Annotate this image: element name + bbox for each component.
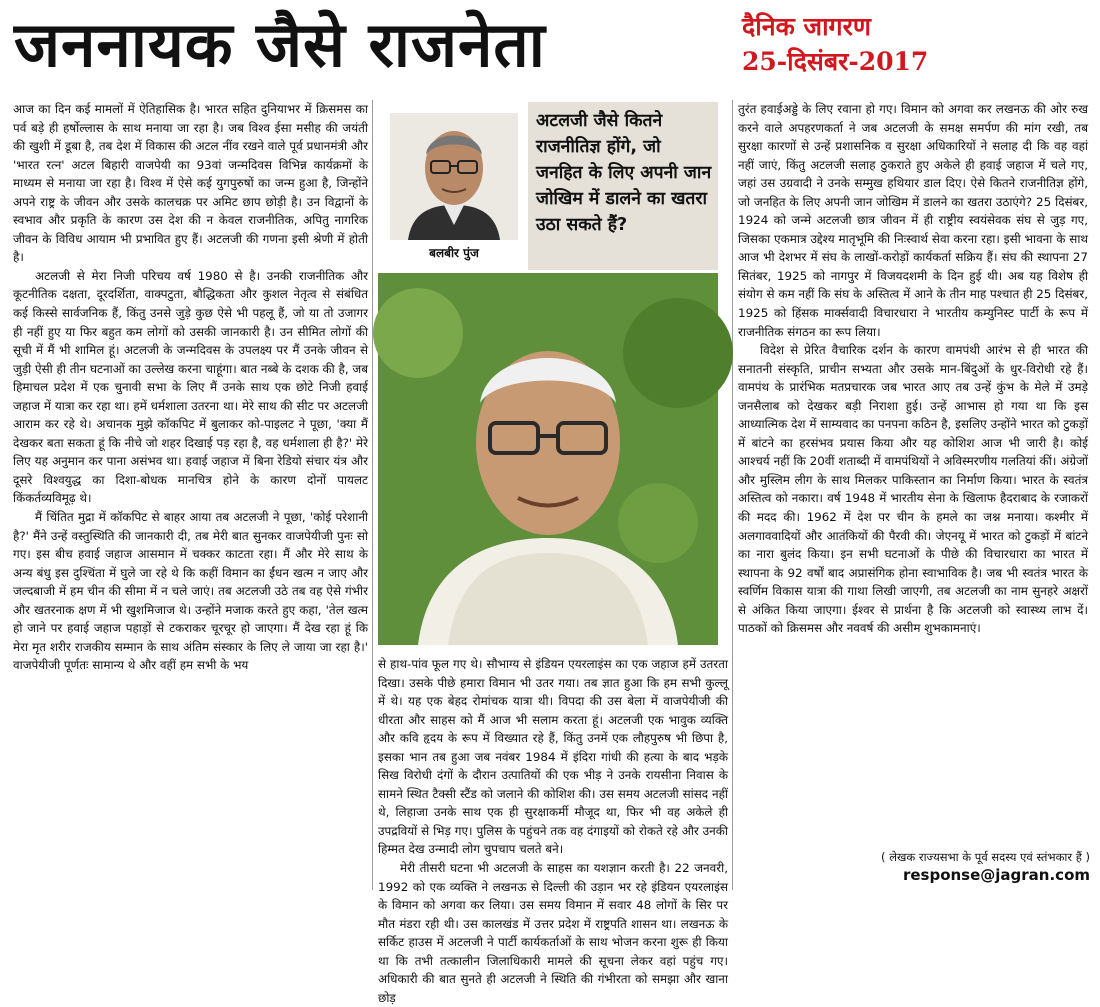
paragraph: मैं चिंतित मुद्रा में कॉकपिट से बाहर आया तब अटलजी ने पूछा, 'कोई परेशानी है?' मैंने उन्हें वस्तुस्थिति की जानकारी दी, तब मेरी बात सुनकर वाजपेयीजी पुनः सो गए। इस बीच हवाई जहाज आसमान में चक्कर काटता रहा। मैं और मेरे साथ के अन्य बंधु इस दुश्चिंता में घुले जा रहे थे कि कहीं विमान का ईंधन खत्म न जाए और जल्दबाजी में हम चीन की सीमा में न चले जाएं। तब अटलजी उठे तब वह ऐसे गंभीर और खतरनाक क्षण में भी खुशमिजाज थे। उन्होंने मजाक करते हुए कहा, 'तेल खत्म हो जाने पर हवाई जहाज पहाड़ों से टकराकर चूरचूर हो जाएगा। मैं देख रहा हूं कि मेरा मृत शरीर राजकीय सम्मान के साथ अंतिम संस्कार के लिए ले जाया जा रहा है।' वाजपेयीजी पूर्णतः सामान्य थे और वहीं हम सभी के भय [13, 510, 368, 673]
column-divider [732, 100, 733, 890]
masthead [742, 10, 928, 80]
paragraph: तुरंत हवाईअड्डे के लिए रवाना हो गए। विमान को अगवा कर लखनऊ की ओर रुख करने वाले अपहरणकर्ता ने जब अटलजी के समक्ष समर्पण की मांग रखी, तब सुरक्षा कारणों से उन्हें प्रशासनिक व सुरक्षा अधिकारियों ने सलाह दी कि वह वहां नहीं जाएं, किंतु अटलजी सलाह ठुकराते हुए अकेले ही हवाई जहाज में चले गए, जहां उस उग्रवादी ने उनके सम्मुख हथियार डाल दिए। ऐसे कितने राजनीतिज्ञ होंगे, जो जनहित के लिए अपनी जान जोखिम में डालने का खतरा उठाएंगे? 25 दिसंबर, 1924 को जन्मे अटलजी छात्र जीवन में ही राष्ट्रीय स्वयंसेवक संघ से जुड़ गए, जिसका एकमात्र उद्देश्य मातृभूमि की निःस्वार्थ सेवा करना रहा। इसी भावना के साथ आज भी देशभर में संघ के लाखों-करोड़ों कार्यकर्ता सक्रिय हैं। संघ की स्थापना 27 सितंबर, 1925 को नागपुर में विजयदशमी के दिन हुई थी। अब यह विशेष ही संयोग से कम नहीं कि संघ के अस्तित्व में आने के तीन माह पश्चात ही 25 दिसंबर, 1925 को हिंसक मार्क्सवादी विचारधारा ने भारतीय कम्युनिस्ट पार्टी के रूप में राजनीतिक संगठन का रूप लिया। [738, 102, 1088, 339]
leader-photo [378, 273, 718, 645]
author-name: बलबीर पुंज [429, 246, 479, 260]
paragraph: आज का दिन कई मामलों में ऐतिहासिक है। भारत सहित दुनियाभर में क्रिसमस का पर्व बड़े ही हर्षोल्लास के साथ मनाया जा रहा है। जब विश्व ईसा मसीह की जयंती की खुशी में डूबा है, तब देश में विकास की अटल नींव रखने वाले पूर्व प्रधानमंत्री और 'भारत रत्न' अटल बिहारी वाजपेयी का 93वां जन्मदिवस विभिन्न कार्यक्रमों के माध्यम से मनाया जा रहा है। विश्व में ऐसे कई युगपुरुषों का जन्म हुआ है, जिन्होंने अपने राष्ट्र के जीवन और उसके कालचक्र पर अमिट छाप छोड़ी है। उन विद्वानों के स्वभाव और प्रकृति के कारण उस देश की न केवल राजनीतिक, अपितु नागरिक जीवन के विविध आयाम भी प्रभावित हुए हैं। अटलजी की गणना इसी श्रेणी में होती है। [13, 102, 368, 265]
response-email[interactable]: response@jagran.com [902, 866, 1090, 884]
author-portrait [390, 113, 518, 240]
paragraph: विदेश से प्रेरित वैचारिक दर्शन के कारण वामपंथी आरंभ से ही भारत की सनातनी संस्कृति, प्राचीन सभ्यता और उसके मान-बिंदुओं के धुर-विरोधी रहे हैं। वामपंथ के प्रारंभिक मतप्रचारक जब भारत आए तब उन्हें कुंभ के मेले में उमड़े जनसैलाब को देखकर बड़ी निराशा हुई। उन्हें आभास हो गया था कि इस आध्यात्मिक देश में साम्यवाद का पनपना कठिन है, इसलिए उन्होंने भारत को टुकड़ों में बांटने का हरसंभव प्रयास किया और यह कोशिश आज भी जारी है। कोई आश्चर्य नहीं कि 20वीं शताब्दी में वामपंथियों ने अविस्मरणीय गलतियां कीं। अंग्रेजों और मुस्लिम लीग के साथ मिलकर पाकिस्तान का निर्माण किया। भारत के स्वतंत्र अस्तित्व को नकारा। वर्ष 1948 में भारतीय सेना के खिलाफ हैदराबाद के रजाकरों की मदद की। 1962 में देश पर चीन के हमले का जश्न मनाया। कश्मीर में अलगाववादियों और आतंकियों की पैरवी की। जेएनयू में भारत को टुकड़ों में बांटने का नारा बुलंद किया। इन सभी घटनाओं के पीछे की विचारधारा का भारत में स्थापना के 92 वर्षों बाद अप्रासंगिक होना स्वाभाविक है। जब भी स्वतंत्र भारत के स्वर्णिम विकास यात्रा की गाथा लिखी जाएगी, तब अटलजी का नाम सुनहरे अक्षरों से अंकित किया जाएगा। ईश्वर से प्रार्थना है कि अटलजी को स्वास्थ्य लाभ दें। पाठकों को क्रिसमस और नववर्ष की असीम शुभकामनाएं। [738, 343, 1088, 636]
article-column-2 [378, 655, 728, 1005]
column-divider [372, 100, 373, 890]
paragraph: मेरी तीसरी घटना भी अटलजी के साहस का यशज्ञान करती है। 22 जनवरी, 1992 को एक व्यक्ति ने लखनऊ से दिल्ली की उड़ान भर रहे इंडियन एयरलाइंस के विमान को अगवा कर लिया। उस समय विमान में सवार 48 लोगों के सिर पर मौत मंडरा रही थी। उस कालखंड में उत्तर प्रदेश में राष्ट्रपति शासन था। लखनऊ के सर्किट हाउस में अटलजी ने पार्टी कार्यकर्ताओं के साथ भोजन करना शुरू ही किया था कि तभी तत्कालीन जिलाधिकारी मामले की सूचना लेकर वहां पहुंच गए। अधिकारी की बात सुनते ही अटलजी ने स्थिति की गंभीरता को समझा और खाना छोड़ [378, 861, 728, 1005]
newspaper-name: दैनिक जागरण [742, 12, 871, 41]
article-column-1 [13, 100, 368, 892]
paragraph: से हाथ-पांव फूल गए थे। सौभाग्य से इंडियन एयरलाइंस का एक जहाज हमें उतरता दिखा। उसके पीछे हमारा विमान भी उतर गया। तब ज्ञात हुआ कि हम सभी कुल्लू में थे। यह एक बेहद रोमांचक यात्रा थी। विपदा की उस बेला में वाजपेयीजी की धीरता और साहस को मैं आज भी सलाम करता हूं। अटलजी एक भावुक व्यक्ति और कवि हृदय के रूप में विख्यात रहे हैं, किंतु उनमें एक लौहपुरुष भी छिपा है, इसका भान तब हुआ जब नवंबर 1984 में इंदिरा गांधी की हत्या के बाद भड़के सिख विरोधी दंगों के दौरान उत्पातियों की एक भीड़ ने उनके रायसीना निवास के सामने स्थित टैक्सी स्टैंड को जलाने की कोशिश की। उस समय अटलजी सांसद नहीं थे, लिहाजा उनके साथ एक ही सुरक्षाकर्मी मौजूद था, फिर भी वह अकेले ही उपद्रवियों से भिड़ गए। पुलिस के पहुंचने तक वह दंगाइयों को रोकते रहे और उनकी हिम्मत देख उन्मादी लोग चुपचाप चलते बने। [378, 657, 728, 857]
pull-quote: अटलजी जैसे कितने राजनीतिज्ञ होंगे, जो जनहित के लिए अपनी जान जोखिम में डालने का खतरा उठा सकते हैं? [536, 111, 712, 235]
author-credit: ( लेखक राज्यसभा के पूर्व सदस्य एवं स्तंभकार हैं ) [881, 850, 1090, 864]
article-column-3 [738, 100, 1088, 850]
headline: जननायक जैसे राजनेता [14, 8, 546, 81]
paragraph: अटलजी से मेरा निजी परिचय वर्ष 1980 से है। उनकी राजनीतिक और कूटनीतिक दक्षता, दूरदर्शिता, वाक्पटुता, बौद्धिकता और कुशल नेतृत्व से संबंधित कई किस्से सार्वजनिक हैं, किंतु उनसे जुड़े कुछ ऐसे भी पहलू हैं, जो या तो उजागर ही नहीं हुए या फिर बहुत कम लोगों को उसकी जानकारी है। उन सीमित लोगों की सूची में मैं भी शामिल हूं। अटलजी के जन्मदिवस के उपलक्ष्य पर मैं उनके जीवन से जुड़ी ऐसी ही तीन घटनाओं का उल्लेख करना चाहूंगा। बात नब्बे के दशक की है, जब हिमाचल प्रदेश में एक चुनावी सभा के लिए मैं उनके साथ एक छोटे निजी हवाई जहाज में यात्रा कर रहा था। हमें धर्मशाला उतरना था। मेरे साथ की सीट पर अटलजी आराम कर रहे थे। अचानक मुझे कॉकपिट में बुलाकर को-पाइलट ने पूछा, 'क्या मैं देखकर बता सकता हूं कि नीचे जो शहर दिखाई पड़ रहा है, वह धर्मशाला ही है?' मेरे लिए यह अनुमान कर पाना असंभव था। हवाई जहाज में बिना रेडियो संचार यंत्र और दूसरे विश्वयुद्ध का दिशा-बोधक मानचित्र होने के कारण दोनों पायलट किंकर्तव्यविमूढ़ थे। [13, 268, 368, 506]
publication-date: 25-दिसंबर-2017 [742, 47, 929, 76]
